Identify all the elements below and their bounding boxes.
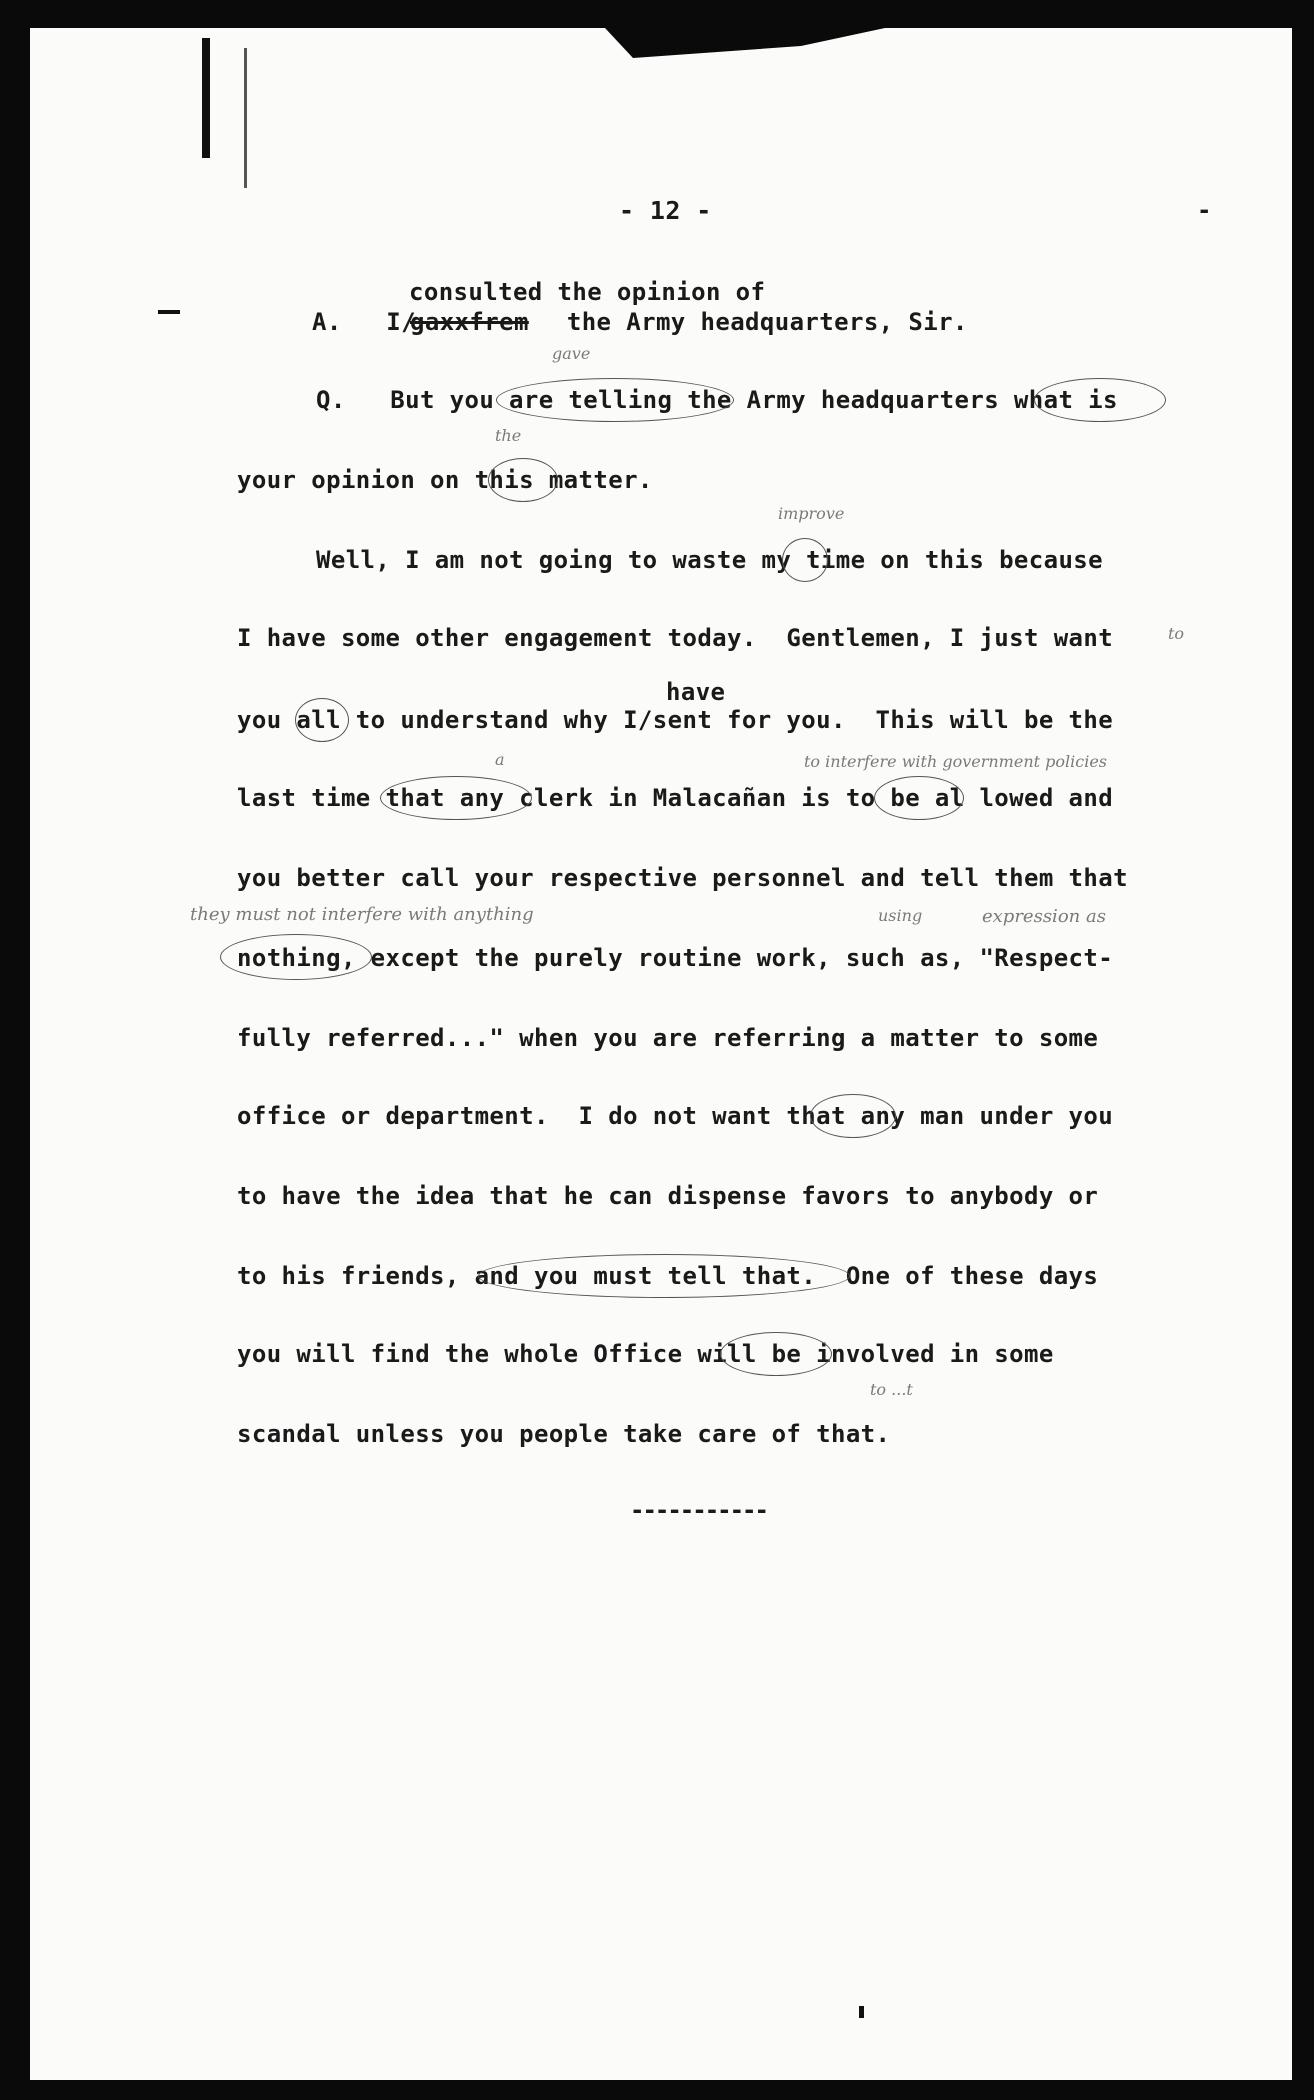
question-line: Q. But you are telling the Army headquarters what is bbox=[316, 386, 1118, 414]
text-line: your opinion on this matter. bbox=[237, 466, 653, 494]
text-line: you all to understand why I/sent for you. This will be the bbox=[237, 706, 1114, 734]
circle-and-you-must bbox=[478, 1254, 850, 1298]
scan-mark-left-dots bbox=[244, 48, 247, 188]
circle-all bbox=[295, 698, 349, 742]
circle-will-be bbox=[720, 1332, 832, 1376]
handwritten-bottom-note: to ...t bbox=[870, 1380, 913, 1399]
handwritten-interfere-note: to interfere with government policies bbox=[804, 752, 1108, 771]
handwritten-they-must: they must not interfere with anything bbox=[190, 904, 534, 925]
text-line: you better call your respective personnel and tell them that bbox=[237, 864, 1128, 892]
text-line: to have the idea that he can dispense favors to anybody or bbox=[237, 1182, 1099, 1210]
text-line: scandal unless you people take care of that. bbox=[237, 1420, 891, 1448]
handwritten-gave: gave bbox=[552, 344, 591, 363]
text-line: Well, I am not going to waste my time on this because bbox=[316, 546, 1104, 574]
text-line: nothing, except the purely routine work, such as, "Respect- bbox=[237, 944, 1114, 972]
document-page bbox=[30, 28, 1292, 2080]
insertion-have: have bbox=[666, 678, 726, 706]
circle-are-telling bbox=[496, 378, 734, 422]
handwritten-improve: improve bbox=[778, 504, 845, 523]
circle-my bbox=[782, 538, 828, 582]
text-line: office or department. I do not want that any man under you bbox=[237, 1102, 1114, 1130]
closing-rule: ----------- bbox=[630, 1496, 767, 1524]
scan-mark-bottom bbox=[859, 2006, 864, 2018]
circle-nothing bbox=[220, 934, 372, 980]
circle-that-any bbox=[380, 776, 532, 820]
text-line: you will find the whole Office will be involved in some bbox=[237, 1340, 1054, 1368]
struck-text: gaxxfrem bbox=[410, 308, 529, 336]
text-line: last time that any clerk in Malacañan is to be al lowed and bbox=[237, 784, 1114, 812]
page-number: - 12 - bbox=[619, 196, 712, 225]
insertion-line: consulted the opinion of bbox=[409, 278, 766, 306]
handwritten-expression: expression as bbox=[982, 906, 1106, 927]
answer-line: the Army headquarters, Sir. bbox=[552, 308, 968, 336]
handwritten-the: the bbox=[495, 426, 522, 445]
scan-mark-left-top bbox=[202, 38, 210, 158]
text-line: I have some other engagement today. Gentlemen, I just want bbox=[237, 624, 1114, 652]
handwritten-a: a bbox=[495, 750, 505, 769]
scan-mark-left-mid bbox=[158, 310, 180, 314]
text-line: to his friends, and you must tell that. One of these days bbox=[237, 1262, 1099, 1290]
handwritten-using: using bbox=[878, 906, 923, 925]
corner-mark: - bbox=[1197, 196, 1212, 224]
circle-that bbox=[810, 1094, 896, 1138]
answer-prefix: A. I/ bbox=[312, 308, 416, 336]
text-line: fully referred..." when you are referring a matter to some bbox=[237, 1024, 1099, 1052]
circle-to-be bbox=[874, 776, 964, 820]
circle-this bbox=[488, 458, 558, 502]
circle-what-is bbox=[1034, 378, 1166, 422]
scan-mark-top bbox=[605, 28, 885, 58]
handwritten-to: to bbox=[1168, 624, 1185, 643]
